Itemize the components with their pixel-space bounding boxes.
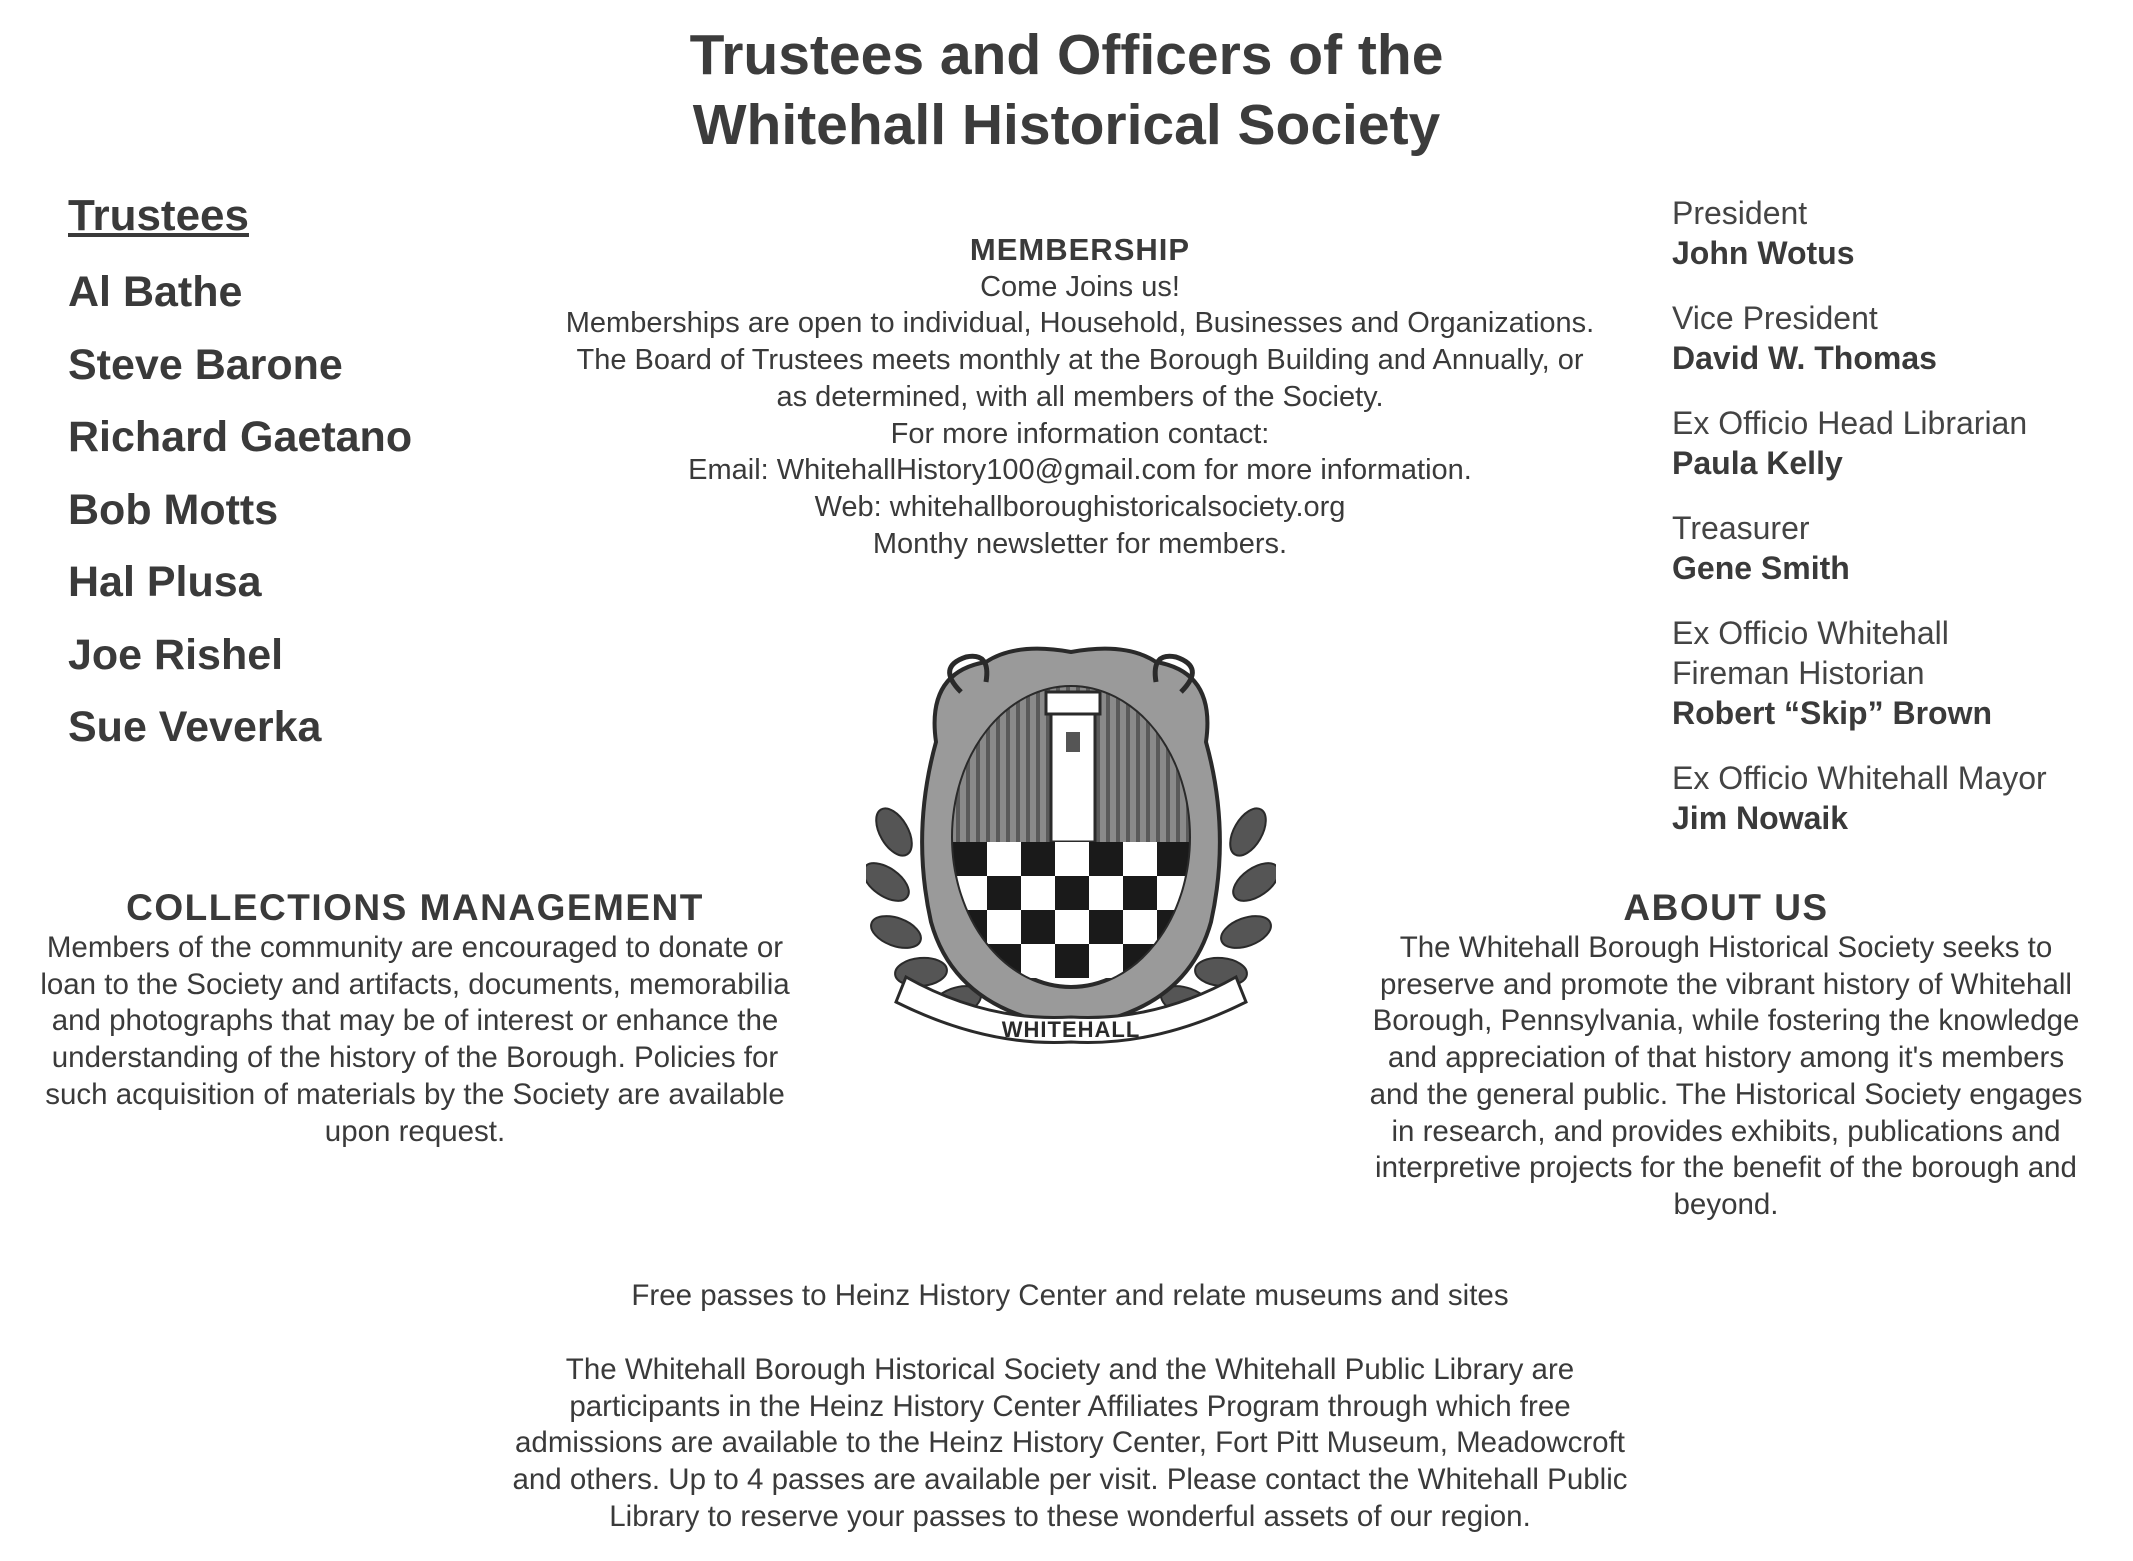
collections-line: upon request. bbox=[324, 1114, 506, 1148]
officer-role: Treasurer bbox=[1672, 510, 1810, 546]
officer-holder: Gene Smith bbox=[1672, 550, 1850, 586]
membership-section bbox=[520, 232, 1640, 562]
officer-fireman-historian bbox=[1672, 613, 2112, 733]
collections-line: Members of the community are encouraged to donate or bbox=[46, 931, 784, 964]
officer-role: Vice President bbox=[1672, 300, 1878, 336]
checker-square bbox=[987, 842, 1021, 876]
officers-list bbox=[1672, 193, 2112, 863]
checker-square bbox=[1055, 944, 1089, 978]
membership-line: The Board of Trustees meets monthly at the Borough Building and Annually, or bbox=[576, 344, 1584, 377]
officer-role: Ex Officio Head Librarian bbox=[1672, 405, 2028, 441]
officer-holder: David W. Thomas bbox=[1672, 340, 1937, 376]
about-line: The Whitehall Borough Historical Society seeks to bbox=[1399, 931, 2053, 964]
collections-section bbox=[20, 886, 810, 1150]
collections-line: loan to the Society and artifacts, documents, memorabilia bbox=[40, 967, 790, 1001]
checker-square bbox=[1021, 842, 1055, 876]
trustee-name: Sue Veverka bbox=[68, 703, 322, 751]
collections-line: understanding of the history of the Borough. Policies for bbox=[51, 1041, 779, 1075]
membership-heading: MEMBERSHIP bbox=[969, 232, 1191, 267]
about-line: interpretive projects for the benefit of the borough and bbox=[1375, 1151, 2077, 1185]
free-passes-section bbox=[460, 1278, 1680, 1536]
officer-vice-president bbox=[1672, 298, 2112, 378]
passes-spacer bbox=[460, 1315, 1680, 1352]
passes-line: Library to reserve your passes to these wonderful assets of our region. bbox=[609, 1499, 1531, 1533]
checker-square bbox=[1089, 876, 1123, 910]
trustee-name: Hal Plusa bbox=[68, 558, 262, 606]
officer-mayor bbox=[1672, 758, 2112, 838]
about-line: beyond. bbox=[1673, 1187, 1779, 1221]
about-heading: ABOUT US bbox=[1623, 887, 1829, 928]
checker-square bbox=[1055, 876, 1089, 910]
trustee-name: Joe Rishel bbox=[68, 630, 284, 679]
about-line: Borough, Pennsylvania, while fostering the knowledge bbox=[1372, 1004, 2080, 1038]
officer-holder: Paula Kelly bbox=[1672, 445, 1843, 481]
officer-role: Ex Officio Whitehall Mayor bbox=[1672, 760, 2047, 796]
membership-line: Memberships are open to individual, Household, Businesses and Organizations. bbox=[565, 307, 1595, 340]
passes-heading: Free passes to Heinz History Center and relate museums and sites bbox=[631, 1279, 1509, 1312]
membership-line: Monthy newsletter for members. bbox=[872, 527, 1288, 560]
officer-treasurer bbox=[1672, 508, 2112, 588]
officer-role: Ex Officio Whitehall bbox=[1672, 615, 1949, 651]
officer-holder: John Wotus bbox=[1672, 235, 1855, 271]
checker-square bbox=[1123, 876, 1157, 910]
page-title-line-1: Trustees and Officers of the bbox=[689, 23, 1444, 87]
about-line: and the general public. The Historical Society engages bbox=[1369, 1077, 2083, 1111]
checker-square bbox=[1123, 842, 1157, 876]
trustee-name: Richard Gaetano bbox=[68, 413, 413, 461]
officer-role: President bbox=[1672, 195, 1808, 231]
officer-president bbox=[1672, 193, 2112, 273]
collections-line: such acquisition of materials by the Society are available bbox=[45, 1077, 785, 1111]
passes-line: admissions are available to the Heinz History Center, Fort Pitt Museum, Meadowcroft bbox=[515, 1426, 1625, 1460]
page-title bbox=[0, 20, 2133, 160]
checker-square bbox=[1055, 910, 1089, 944]
checker-square bbox=[1055, 842, 1089, 876]
membership-web: Web: whitehallboroughistoricalsociety.org bbox=[814, 490, 1346, 523]
trustee-name: Steve Barone bbox=[68, 340, 343, 389]
page-title-line-2: Whitehall Historical Society bbox=[692, 93, 1441, 157]
officer-head-librarian bbox=[1672, 403, 2112, 483]
checker-square bbox=[1089, 944, 1123, 978]
checker-square bbox=[987, 910, 1021, 944]
passes-line: The Whitehall Borough Historical Society and the Whitehall Public Library are bbox=[565, 1352, 1575, 1386]
crest-banner-text: WHITEHALL bbox=[1001, 1017, 1141, 1042]
checker-square bbox=[1089, 842, 1123, 876]
checker-square bbox=[1021, 876, 1055, 910]
membership-line: Come Joins us! bbox=[980, 270, 1180, 303]
checker-square bbox=[953, 842, 987, 876]
trustee-name: Bob Motts bbox=[68, 485, 279, 534]
trustees-heading: Trustees bbox=[68, 191, 249, 240]
collections-line: and photographs that may be of interest or enhance the bbox=[51, 1004, 779, 1038]
collections-heading: COLLECTIONS MANAGEMENT bbox=[126, 887, 704, 928]
about-line: in research, and provides exhibits, publications and bbox=[1391, 1114, 2061, 1148]
checker-square bbox=[987, 876, 1021, 910]
membership-email: Email: WhitehallHistory100@gmail.com for more information. bbox=[688, 454, 1472, 487]
checker-square bbox=[1123, 910, 1157, 944]
about-line: preserve and promote the vibrant history of Whitehall bbox=[1380, 967, 2072, 1001]
about-line: and appreciation of that history among it's members bbox=[1387, 1041, 2065, 1075]
checker-square bbox=[1157, 842, 1191, 876]
trustees-list bbox=[68, 190, 412, 774]
passes-line: and others. Up to 4 passes are available per visit. Please contact the Whitehall Public bbox=[512, 1463, 1628, 1497]
about-section bbox=[1356, 886, 2096, 1224]
passes-line: participants in the Heinz History Center Affiliates Program through which free bbox=[569, 1389, 1571, 1423]
officer-holder: Jim Nowaik bbox=[1672, 800, 1849, 836]
whitehall-crest-icon bbox=[866, 632, 1276, 1062]
officer-role: Fireman Historian bbox=[1672, 655, 1925, 691]
checker-square bbox=[1089, 910, 1123, 944]
membership-line: For more information contact: bbox=[890, 417, 1270, 450]
membership-line: as determined, with all members of the Society. bbox=[776, 380, 1384, 413]
checker-square bbox=[1021, 944, 1055, 978]
officer-holder: Robert “Skip” Brown bbox=[1672, 695, 1993, 731]
trustee-name: Al Bathe bbox=[68, 268, 243, 316]
checker-square bbox=[1021, 910, 1055, 944]
